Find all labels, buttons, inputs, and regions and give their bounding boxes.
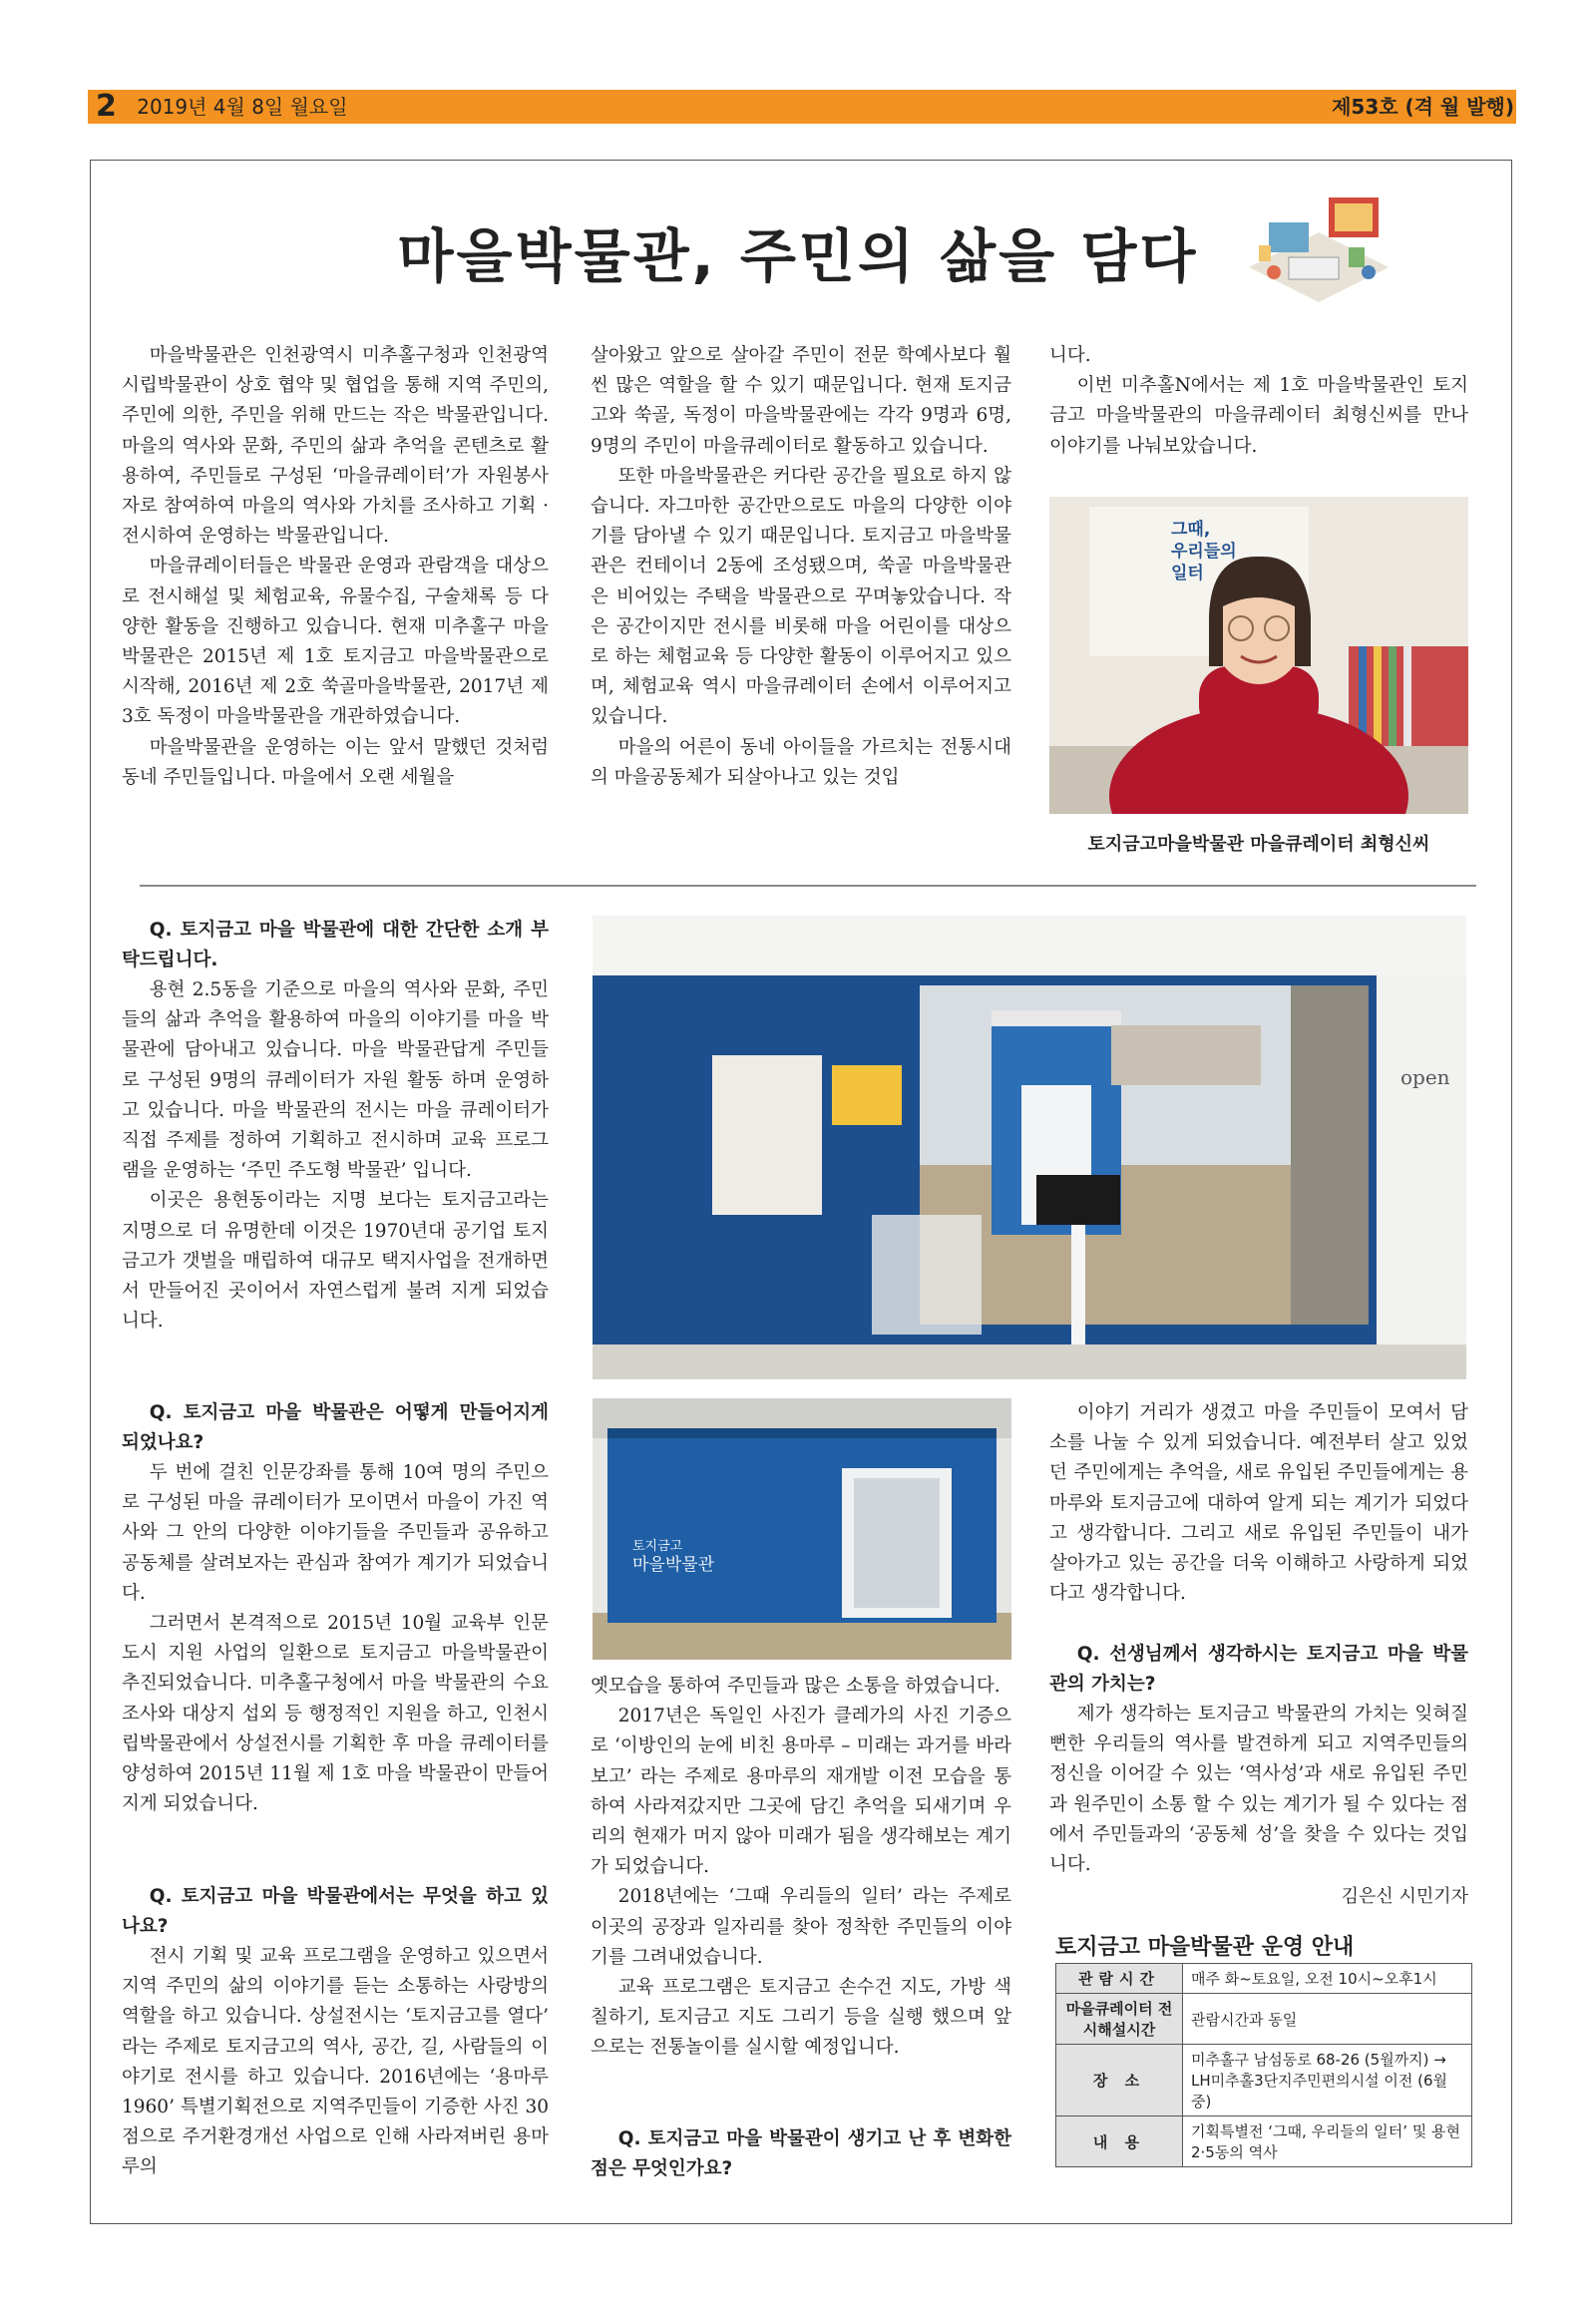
curator-portrait-photo: [1049, 497, 1468, 814]
paragraph: 또한 마을박물관은 커다란 공간을 필요로 하지 않습니다. 자그마한 공간만으로도 마을의 다양한 이야기를 담아낼 수 있기 때문입니다. 토지금고 마을박물관은 컨테이너 2동에 조성됐으며, 쑥골 마을박물관은 비어있는 주택을 박물관으로 꾸며놓았습니다. 작은 공간이지만 전시를 비롯해 마을 어린이를 대상으로 하는 체험교육 등 다양한 활동이 이루어지고 있으며, 체험교육 역시 마을큐레이터 손에서 이루어지고 있습니다.: [591, 465, 1011, 728]
qa-block-4-question: [591, 2124, 1011, 2184]
issue-number: 제53호 (격 월 발행): [1332, 95, 1514, 119]
intro-column-2: [591, 341, 1011, 793]
paragraph: 이번 미추홀N에서는 제 1호 마을박물관인 토지금고 마을박물관의 마을큐레이터 최형신씨를 만나 이야기를 나눠보았습니다.: [1049, 375, 1468, 457]
paragraph: 이곳은 용현동이라는 지명 보다는 토지금고라는 지명으로 더 유명한데 이것은 1970년대 공기업 토지금고가 갯벌을 매립하여 대규모 택지사업을 전개하면서 만들어진 곳이어서 자연스럽게 불려 지게 되었습니다.: [122, 1190, 549, 1333]
paragraph: 이야기 거리가 생겼고 마을 주민들이 모여서 담소를 나눌 수 있게 되었습니다. 예전부터 살고 있었던 주민에게는 추억을, 새로 유입된 주민들에게는 용마루와 토지금고에 대하여 알게 되는 계기가 되었다고 생각합니다. 그리고 새로 유입된 주민들이 내가 살아가고 있는 공간을 더욱 이해하고 사랑하게 되었다고 생각합니다.: [1049, 1402, 1468, 1605]
paragraph: 살아왔고 앞으로 살아갈 주민이 전문 학예사보다 훨씬 많은 역할을 할 수 있기 때문입니다. 현재 토지금고와 쑥골, 독정이 마을박물관에는 각각 9명과 6명, 9명의 주민이 마을큐레이터로 활동하고 있습니다.: [591, 345, 1011, 457]
qa-block-3-continued: [591, 1672, 1011, 2064]
issue-date: 2019년 4월 8일 월요일: [137, 95, 348, 119]
byline: 김은신 시민기자: [1341, 1886, 1468, 1907]
paragraph: 전시 기획 및 교육 프로그램을 운영하고 있으면서 지역 주민의 삶의 이야기를 듣는 소통하는 사랑방의 역할을 하고 있습니다. 상설전시는 ‘토지금고를 열다’ 라는 주제로 토지금고의 역사, 공간, 길, 사람들의 이야기로 전시를 하고 있습니다. 2016년에는 ‘용마루 1960’ 특별기획전으로 지역주민들이 기증한 사진 30점으로 주거환경개선 사업으로 인해 사라져버린 용마루의: [122, 1946, 549, 2178]
paragraph: 2017년은 독일인 사진가 클레가의 사진 기증으로 ‘이방인의 눈에 비친 용마루 – 미래는 과거를 바라보고’ 라는 주제로 용마루의 재개발 이전 모습을 통하여 사라져갔지만 그곳에 담긴 추억을 되새기며 우리의 현재가 머지 않아 미래가 됨을 생각해보는 계기가 되었습니다.: [591, 1706, 1011, 1878]
intro-column-1: [122, 341, 549, 793]
article-title: 마을박물관, 주민의 삶을 담다: [397, 222, 1199, 290]
question-5: Q. 선생님께서 생각하시는 토지금고 마을 박물관의 가치는?: [1049, 1644, 1468, 1695]
container-photo: [593, 1398, 1011, 1660]
qa-block-4-answer: [1049, 1398, 1468, 1609]
interior-photo: [593, 916, 1466, 1379]
question-2: Q. 토지금고 마을 박물관은 어떻게 만들어지게 되었나요?: [122, 1402, 549, 1453]
info-title: 토지금고 마을박물관 운영 안내: [1055, 1935, 1355, 1960]
open-sign: open: [1400, 1065, 1450, 1089]
info-row: 장 소 미추홀구 남섬동로 68-26 (5월까지) → LH미추홀3단지주민편의시설 이전 (6월중): [1056, 2045, 1472, 2116]
paragraph: 마을의 어른이 동네 아이들을 가르치는 전통시대의 마을공동체가 되살아나고 있는 것입: [591, 736, 1011, 788]
paragraph: 제가 생각하는 토지금고 박물관의 가치는 잊혀질 뻔한 우리들의 역사를 발견하게 되고 지역주민들의 정신을 이어갈 수 있는 ‘역사성’과 새로 유입된 주민과 원주민이 소통 할 수 있는 계기가 될 수 있다는 점에서 주민들과의 ‘공동체 성’을 찾을 수 있다는 것입니다.: [1049, 1704, 1468, 1876]
paragraph: 그러면서 본격적으로 2015년 10월 교육부 인문 도시 지원 사업의 일환으로 토지금고 마을박물관이 추진되었습니다. 미추홀구청에서 마을 박물관의 수요조사와 대상지 섭외 등 행정적인 지원을 하고, 인천시립박물관에서 상설전시를 기획한 후 마을 큐레이터를 양성하여 2015년 11월 제 1호 마을 박물관이 만들어지게 되었습니다.: [122, 1613, 549, 1815]
paragraph: 교육 프로그램은 토지금고 손수건 지도, 가방 색칠하기, 토지금고 지도 그리기 등을 실행 했으며 앞으로는 전통놀이를 실시할 예정입니다.: [591, 1977, 1011, 2059]
info-row: 관람시간 매주 화~토요일, 오전 10시~오후1시: [1056, 1964, 1472, 1994]
question-3: Q. 토지금고 마을 박물관에서는 무엇을 하고 있나요?: [122, 1886, 549, 1937]
paragraph: 마을큐레이터들은 박물관 운영과 관람객을 대상으로 전시해설 및 체험교육, 유물수집, 구술채록 등 다양한 활동을 진행하고 있습니다. 현재 미추홀구 마을박물관은 2015년 제 1호 토지금고 마을박물관으로 시작해, 2016년 제 2호 쑥골마을박물관, 2017년 제 3호 독정이 마을박물관을 개관하였습니다.: [122, 556, 549, 728]
section-divider: [140, 885, 1476, 887]
qa-block-2: [122, 1398, 549, 1819]
container-sign: 토지금고 마을박물관: [632, 1539, 715, 1575]
paragraph: 마을박물관은 인천광역시 미추홀구청과 인천광역시립박물관이 상호 협약 및 협업을 통해 지역 주민의, 주민에 의한, 주민을 위해 만드는 작은 박물관입니다. 마을의 역사와 문화, 주민의 삶과 추억을 콘텐츠로 활용하여, 주민들로 구성된 ‘마을큐레이터’가 자원봉사자로 참여하여 마을의 역사와 가치를 조사하고 기획 · 전시하여 운영하는 박물관입니다.: [122, 345, 549, 548]
header-left: [96, 90, 348, 124]
paragraph: 마을박물관을 운영하는 이는 앞서 말했던 것처럼 동네 주민들입니다. 마을에서 오랜 세월을: [122, 736, 549, 788]
paragraph: 용현 2.5동을 기준으로 마을의 역사와 문화, 주민들의 삶과 추억을 활용하여 마을의 이야기를 마을 박물관에 담아내고 있습니다. 마을 박물관답게 주민들로 구성된 9명의 큐레이터가 자원 활동 하며 운영하고 있습니다. 마을 박물관의 전시는 마을 큐레이터가 직접 주제를 정하여 기획하고 전시하며 교육 프로그램을 운영하는 ‘주민 주도형 박물관’ 입니다.: [122, 979, 549, 1182]
qa-block-1: [122, 916, 549, 1337]
page-number: 2: [96, 89, 117, 124]
question-1: Q. 토지금고 마을 박물관에 대한 간단한 소개 부탁드립니다.: [122, 920, 549, 970]
paragraph: 두 번에 걸친 인문강좌를 통해 10여 명의 주민으로 구성된 마을 큐레이터가 모이면서 마을이 가진 역사와 그 안의 다양한 이야기들을 주민들과 공유하고 공동체를 살려보자는 관심과 참여가 계기가 되었습니다.: [122, 1462, 549, 1604]
qa-block-3: [122, 1882, 549, 2183]
poster-text: 그때, 우리들의 일터: [1171, 520, 1237, 583]
paragraph: 니다.: [1049, 345, 1091, 366]
info-row: 내 용 기획특별전 ‘그때, 우리들의 일터’ 및 용현2·5동의 역사: [1056, 2116, 1472, 2167]
museum-illustration: [1229, 178, 1408, 317]
qa-block-5: [1049, 1640, 1468, 1880]
intro-column-3: [1049, 341, 1468, 462]
portrait-caption: 토지금고마을박물관 마을큐레이터 최형신씨: [1087, 834, 1430, 855]
paragraph: 2018년에는 ‘그때 우리들의 일터’ 라는 주제로 이곳의 공장과 일자리를 찾아 정착한 주민들의 이야기를 그려내었습니다.: [591, 1886, 1011, 1968]
paragraph: 옛모습을 통하여 주민들과 많은 소통을 하였습니다.: [591, 1676, 1000, 1697]
info-table: [1055, 1963, 1472, 2167]
info-row: 마을큐레이터 전시해설시간 관람시간과 동일: [1056, 1994, 1472, 2045]
question-4: Q. 토지금고 마을 박물관이 생기고 난 후 변화한 점은 무엇인가요?: [591, 2128, 1011, 2179]
